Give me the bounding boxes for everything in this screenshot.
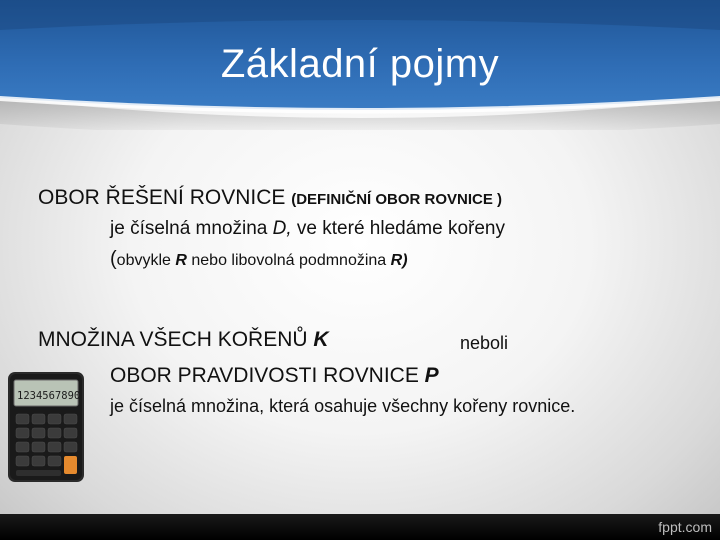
obor-pravdivosti-label: OBOR PRAVDIVOSTI ROVNICE — [110, 364, 425, 387]
header-banner — [0, 0, 720, 130]
footer-bar — [0, 514, 720, 540]
variable-k: K — [313, 328, 329, 351]
footer-watermark: fppt.com — [658, 519, 712, 535]
text-line-definition-p: je číselná množina, která osahuje všechny kořeny rovnice. — [110, 396, 576, 416]
text-line-definition-d — [110, 218, 505, 240]
variable-r: R — [175, 252, 187, 269]
korenu-label: KOŘENŮ — [217, 328, 314, 351]
usually-text-b: nebo libovolná podmnožina — [186, 252, 391, 269]
variable-p: P — [424, 364, 439, 387]
variable-d: D, — [272, 218, 292, 239]
text-line-obor-reseni — [38, 186, 502, 210]
def-d-text-b: ve které hledáme kořeny — [291, 218, 505, 239]
text-line-mnozina-korenu — [38, 328, 509, 353]
calculator-display: 1234567890 — [17, 390, 81, 402]
paren-open: ( — [110, 248, 117, 270]
neboli-word: neboli — [460, 333, 509, 353]
def-d-text-a: je číselná množina — [110, 218, 273, 239]
usually-text-a: obvykle — [116, 252, 176, 269]
definicni-obor-note: (DEFINIČNÍ OBOR ROVNICE ) — [291, 191, 503, 208]
obor-reseni-label: OBOR ŘEŠENÍ ROVNICE — [38, 186, 292, 209]
text-line-usually-r — [110, 248, 408, 271]
calculator-icon — [6, 370, 86, 485]
variable-r-close: R) — [390, 252, 408, 269]
text-line-obor-pravdivosti — [110, 364, 439, 388]
mnozina-label: MNOŽINA VŠECH — [38, 328, 218, 351]
slide-title: Základní pojmy — [220, 42, 500, 86]
